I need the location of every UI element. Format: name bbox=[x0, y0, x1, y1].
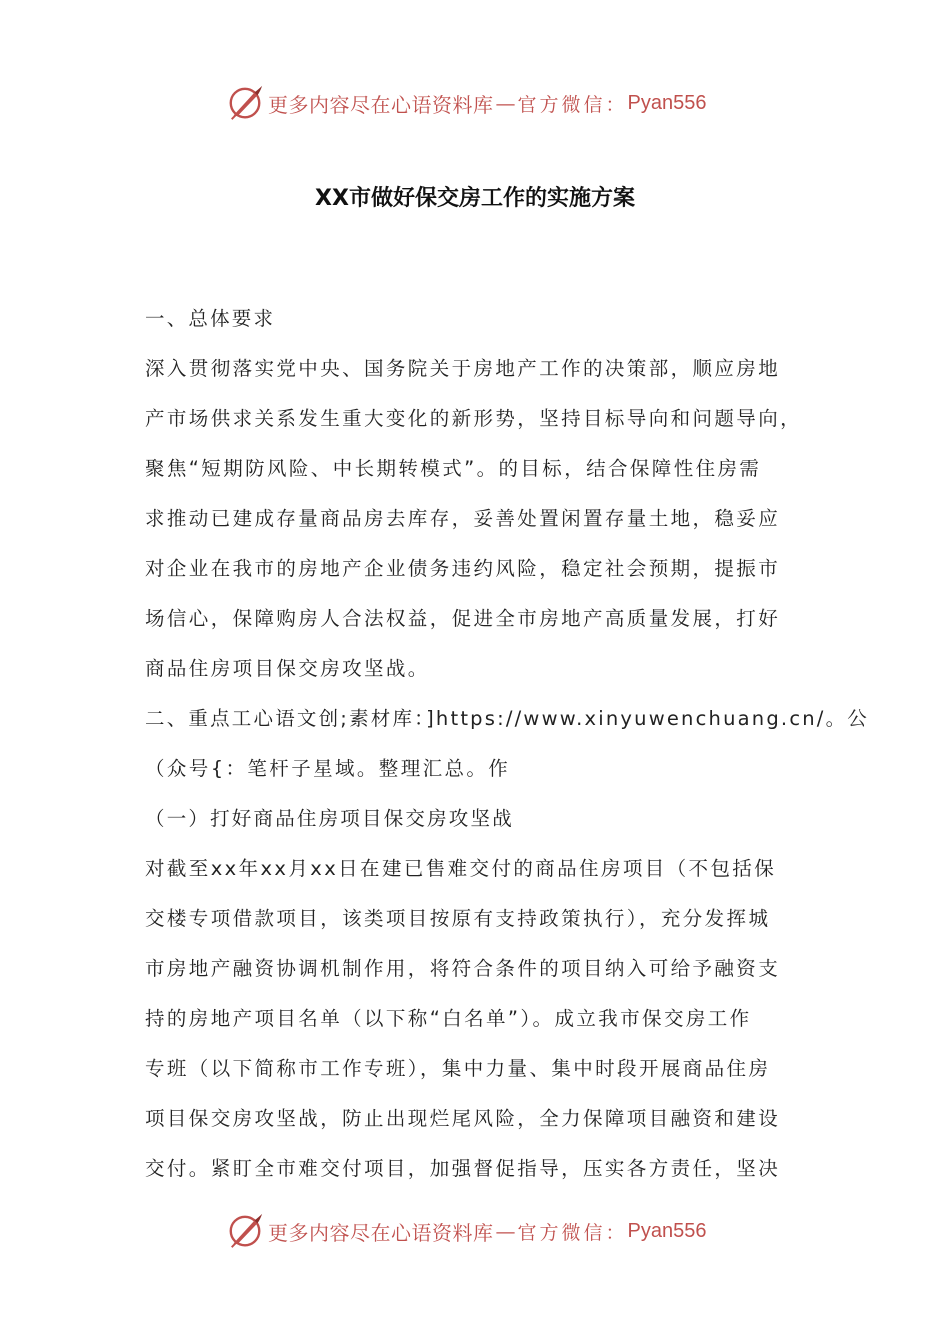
body-line: 深入贯彻落实党中央、国务院关于房地产工作的决策部，顺应房地 bbox=[145, 357, 781, 380]
body-line: 交付。紧盯全市难交付项目，加强督促指导，压实各方责任，坚决 bbox=[145, 1157, 781, 1180]
document-body bbox=[145, 294, 869, 1194]
body-line: 产市场供求关系发生重大变化的新形势，坚持目标导向和问题导向， bbox=[145, 407, 803, 430]
body-line: 求推动已建成存量商品房去库存，妥善处置闲置存量土地，稳妥应 bbox=[145, 507, 781, 530]
body-line: 商品住房项目保交房攻坚战。 bbox=[145, 657, 430, 680]
header-watermark-banner bbox=[226, 83, 706, 123]
body-line: 市房地产融资协调机制作用，将符合条件的项目纳入可给予融资支 bbox=[145, 957, 781, 980]
body-line: 对截至xx年xx月xx日在建已售难交付的商品住房项目（不包括保 bbox=[145, 857, 777, 880]
body-line: 持的房地产项目名单（以下称“白名单”）。成立我市保交房工作 bbox=[145, 1007, 752, 1030]
document-title: XX市做好保交房工作的实施方案 bbox=[315, 186, 635, 211]
footer-watermark-banner bbox=[226, 1211, 706, 1251]
subsection-heading-1: （一）打好商品住房项目保交房攻坚战 bbox=[145, 807, 514, 830]
watermark-dash: — bbox=[495, 1219, 516, 1243]
body-line: （众号{：笔杆子星域。整理汇总。作 bbox=[145, 757, 511, 780]
watermark-wechat-id: Pyan556 bbox=[627, 91, 707, 114]
section-heading-general-requirements: 一、总体要求 bbox=[145, 307, 276, 330]
quill-logo-icon bbox=[226, 84, 264, 122]
watermark-main-text: 更多内容尽在心语资料库 bbox=[268, 92, 494, 117]
watermark-official-label: 官方微信： bbox=[517, 1221, 628, 1244]
body-line: 交楼专项借款项目，该类项目按原有支持政策执行），充分发挥城 bbox=[145, 907, 771, 930]
watermark-dash: — bbox=[495, 91, 516, 115]
section-heading-key-tasks: 二、重点工心语文创;素材库：]https://www.xinyuwenchuang.cn/。公 bbox=[145, 707, 869, 730]
watermark-official-label: 官方微信： bbox=[517, 93, 628, 116]
body-line: 项目保交房攻坚战，防止出现烂尾风险，全力保障项目融资和建设 bbox=[145, 1107, 781, 1130]
body-line: 场信心，保障购房人合法权益，促进全市房地产高质量发展，打好 bbox=[145, 607, 781, 630]
body-line: 专班（以下简称市工作专班），集中力量、集中时段开展商品住房 bbox=[145, 1057, 771, 1080]
body-line: 聚焦“短期防风险、中长期转模式”。的目标，结合保障性住房需 bbox=[145, 457, 762, 480]
watermark-wechat-id: Pyan556 bbox=[627, 1219, 707, 1242]
watermark-main-text: 更多内容尽在心语资料库 bbox=[268, 1220, 494, 1245]
quill-logo-icon bbox=[226, 1212, 264, 1250]
body-line: 对企业在我市的房地产企业债务违约风险，稳定社会预期，提振市 bbox=[145, 557, 781, 580]
